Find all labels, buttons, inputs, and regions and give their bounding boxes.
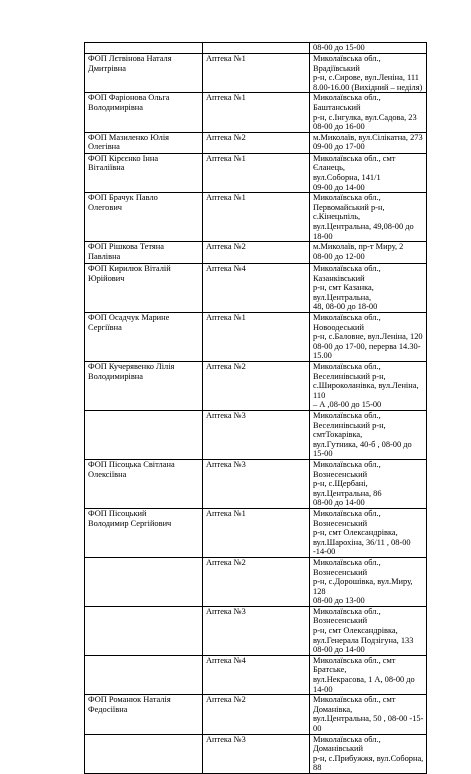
table-row xyxy=(85,132,427,153)
table-row xyxy=(85,411,427,460)
pharmacy-register-table xyxy=(84,42,427,774)
table-row xyxy=(85,362,427,411)
address-cell: Миколаївська обл., Казанківський р-н, смт Казанка, вул.Центральна, 48, 08-00 до 18-00 xyxy=(310,264,427,313)
address-cell: Миколаївська обл., Вознесенський р-н, смт Олександрівка, вул.Генерала Подзігуна, 133 08-00 до 14-00 xyxy=(310,606,427,655)
owner-cell: ФОП Фаріонова Ольга Володимирівна xyxy=(85,93,203,132)
pharmacy-cell: Аптека №2 xyxy=(203,557,310,606)
table-row xyxy=(85,242,427,264)
owner-cell: ФОП Кучерявенко Лілія Володимирівна xyxy=(85,362,203,411)
table-row xyxy=(85,508,427,557)
table-row xyxy=(85,313,427,362)
address-cell: Миколаївська обл., Вознесенський р-н, с.Щербані, вул.Центральна, 86 08-00 до 14-00 xyxy=(310,459,427,508)
pharmacy-cell: Аптека №1 xyxy=(203,313,310,362)
table-row xyxy=(85,557,427,606)
address-cell: Миколаївська обл., смт Єланець, вул.Соборна, 141/1 09-00 до 14-00 xyxy=(310,153,427,192)
owner-cell: ФОП Романюк Наталія Федосіївна xyxy=(85,695,203,734)
address-cell: Миколаївська обл., Вознесенський р-н, смт Олександрівка, вул.Шарохіна, 36/11 , 08-00 -14-00 xyxy=(310,508,427,557)
owner-cell: ФОП Брачук Павло Олегович xyxy=(85,193,203,242)
pharmacy-cell: Аптека №3 xyxy=(203,606,310,655)
pharmacy-cell: Аптека №1 xyxy=(203,508,310,557)
owner-cell: ФОП Лєтвінова Наталя Дмитрівна xyxy=(85,54,203,93)
pharmacy-cell: Аптека №3 xyxy=(203,734,310,773)
owner-cell: ФОП Мазиленко Юлія Олегівна xyxy=(85,132,203,153)
pharmacy-cell: Аптека №2 xyxy=(203,695,310,734)
address-cell: Миколаївська обл., Веселинівський р-н, смтТокарівка, вул.Гутника, 40-б , 08-00 до 15-00 xyxy=(310,411,427,460)
owner-cell xyxy=(85,43,203,54)
owner-cell: ФОП Пісоцька Світлана Олексіївна xyxy=(85,459,203,508)
owner-cell: ФОП Рішкова Тетяна Павлівна xyxy=(85,242,203,264)
table-row xyxy=(85,54,427,93)
pharmacy-cell: Аптека №1 xyxy=(203,153,310,192)
address-cell: Миколаївська обл., Врадіївський р-н, с.Сирове, вул.Леніна, 111 8.00-16.00 (Вихідний – неділя) xyxy=(310,54,427,93)
pharmacy-cell: Аптека №2 xyxy=(203,242,310,264)
address-cell: Миколаївська обл., Новоодеський р-н, с.Баловне, вул.Леніна, 120 08-00 до 17-00, перерва 14.30- 15.00 xyxy=(310,313,427,362)
address-cell: Миколаївська обл., Баштанський р-н, с.Інгулка, вул.Садова, 23 08-00 до 16-00 xyxy=(310,93,427,132)
pharmacy-cell: Аптека №1 xyxy=(203,93,310,132)
pharmacy-cell: Аптека №3 xyxy=(203,411,310,460)
owner-cell xyxy=(85,655,203,694)
table-row xyxy=(85,655,427,694)
table-row xyxy=(85,193,427,242)
table-row xyxy=(85,606,427,655)
owner-cell xyxy=(85,734,203,773)
address-cell: Миколаївська обл., Доманівський р-н, с.Прибужжя, вул.Соборна, 88 xyxy=(310,734,427,773)
table-row xyxy=(85,695,427,734)
table-row xyxy=(85,264,427,313)
address-cell: Миколаївська обл., Вознесенський р-н, с.Дорошівка, вул.Миру, 128 08-00 до 13-00 xyxy=(310,557,427,606)
address-cell: Миколаївська обл., смт Братське, вул.Некрасова, 1 А, 08-00 до 14-00 xyxy=(310,655,427,694)
owner-cell: ФОП Кірєєнко Інна Віталіївна xyxy=(85,153,203,192)
table-row xyxy=(85,734,427,773)
address-cell: Миколаївська обл., Веселинівський р-н, с.Широколанівка, вул.Леніна, 110 – А ,08-00 до 15-00 xyxy=(310,362,427,411)
pharmacy-cell: Аптека №4 xyxy=(203,655,310,694)
pharmacy-cell: Аптека №3 xyxy=(203,459,310,508)
owner-cell xyxy=(85,557,203,606)
owner-cell: ФОП Осадчук Марине Сергіївна xyxy=(85,313,203,362)
pharmacy-cell: Аптека №2 xyxy=(203,362,310,411)
address-cell: Миколаївська обл., смт Доманівка, вул.Центральна, 50 , 08-00 -15-00 xyxy=(310,695,427,734)
table-row xyxy=(85,43,427,54)
table-row xyxy=(85,93,427,132)
owner-cell xyxy=(85,606,203,655)
owner-cell: ФОП Пісоцький Володимир Сергійович xyxy=(85,508,203,557)
table-row xyxy=(85,459,427,508)
address-cell: 08-00 до 15-00 xyxy=(310,43,427,54)
owner-cell xyxy=(85,411,203,460)
address-cell: м.Миколаїв, пр-т Миру, 2 08-00 до 12-00 xyxy=(310,242,427,264)
pharmacy-cell: Аптека №1 xyxy=(203,54,310,93)
owner-cell: ФОП Кирилюк Віталій Юрійович xyxy=(85,264,203,313)
pharmacy-cell: Аптека №4 xyxy=(203,264,310,313)
pharmacy-cell: Аптека №2 xyxy=(203,132,310,153)
address-cell: м.Миколаїв, вул.Сілікатна, 273 09-00 до 17-00 xyxy=(310,132,427,153)
pharmacy-cell: Аптека №1 xyxy=(203,193,310,242)
address-cell: Миколаївська обл., Первомайський р-н, с.Кінецьпіль, вул.Центральна, 49,08-00 до 18-00 xyxy=(310,193,427,242)
table-row xyxy=(85,153,427,192)
pharmacy-cell xyxy=(203,43,310,54)
